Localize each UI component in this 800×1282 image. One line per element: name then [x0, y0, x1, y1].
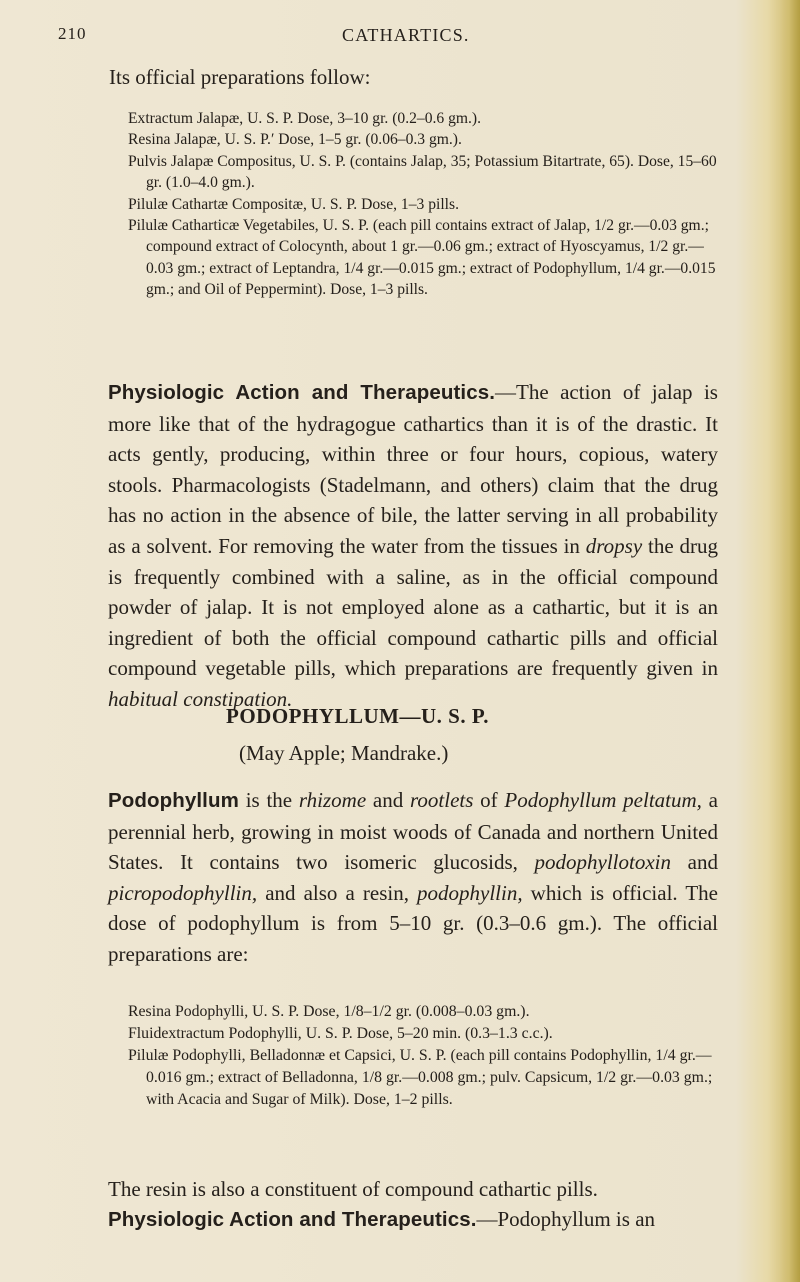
podophyllum-preparations-list	[128, 1001, 720, 1111]
page-edge-shadow	[780, 0, 800, 1282]
glucosid-1-term: podophyllotoxin	[534, 850, 672, 875]
podophyllum-text-3: of	[473, 788, 505, 812]
podophyllum-heading: Podophyllum	[108, 789, 239, 812]
page-content	[58, 0, 744, 1282]
closing-line-2: —Podophyllum is an	[476, 1207, 656, 1231]
jalap-prep-4: Pilulæ Cathartæ Compositæ, U. S. P. Dose, 1–3 pills.	[128, 195, 459, 213]
closing-paragraph	[108, 1174, 728, 1235]
physiologic-action-heading: Physiologic Action and Therapeutics.	[108, 381, 496, 404]
podophyllum-prep-1: Resina Podophylli, U. S. P. Dose, 1/8–1/2 gr. (0.008–0.03 gm.).	[128, 1003, 530, 1020]
podophyllum-description-paragraph	[108, 785, 718, 970]
closing-line-1: The resin is also a constituent of compound cathartic pills.	[108, 1177, 598, 1201]
podophyllum-text-2: and	[366, 788, 411, 812]
podophyllum-section-title: PODOPHYLLUM—U. S. P.	[226, 704, 489, 728]
jalap-therapeutics-paragraph	[108, 377, 718, 715]
habitual-constipation-term: habitual constipation.	[108, 686, 293, 711]
podophyllum-prep-3: Pilulæ Podophylli, Belladonnæ et Capsici, U. S. P. (each pill contains Podophyllin, 1/4 gr.—0.016 gm.; extract of Belladonna, 1/8 gr.—0.008 gm.; pulv. Capsicum, 1/2 gr.—0.03 gm.; with Acacia and Sugar of Milk). Dose, 1–2 pills.	[128, 1047, 713, 1108]
podophyllum-prep-2: Fluidextractum Podophylli, U. S. P. Dose, 5–20 min. (0.3–1.3 c.c.).	[128, 1025, 553, 1042]
rhizome-term: rhizome	[298, 788, 367, 812]
jalap-prep-3: Pulvis Jalapæ Compositus, U. S. P. (contains Jalap, 35; Potassium Bitartrate, 65). Dose, 15–60 gr. (1.0–4.0 gm.).	[128, 152, 717, 192]
official-preparations-lead: Its official preparations follow:	[109, 65, 371, 89]
page-number: 210	[58, 24, 87, 43]
jalap-text-part-1: —The action of jalap is more like that of the hydragogue cathartics than it is of the drastic. It acts gently, producing, within three or four hours, copious, watery stools. Pharmacologists (Stadelmann, and others) claim that the drug has no action in the absence of bile, the latter serving in all probability as a solvent. For removing the water from the tissues in	[108, 380, 718, 558]
jalap-text-part-2: the drug is frequently combined with a saline, as in the official compound powder of jalap. It is not employed alone as a cathartic, but it is an ingredient of both the official compound cathartic pills and official compound vegetable pills, which preparations are frequently given in	[108, 533, 718, 681]
running-head: CATHARTICS.	[342, 25, 470, 45]
jalap-prep-5: Pilulæ Catharticæ Vegetabiles, U. S. P. (each pill contains extract of Jalap, 1/2 gr.—0.03 gm.; compound extract of Colocynth, about 1 gr.—0.06 gm.; extract of Hyoscyamus, 1/2 gr.—0.03 gm.; extract of Leptandra, 1/4 gr.—0.015 gm.; extract of Podophyllum, 1/4 gr.—0.015 gm.; and Oil of Peppermint). Dose, 1–3 pills.	[128, 217, 716, 299]
podophyllum-text-5: and	[671, 850, 718, 875]
podophyllum-text-4: a perennial herb, growing in moist woods of Canada and northern United States. It contains two isomeric glucosids,	[108, 788, 718, 875]
closing-physiologic-heading: Physiologic Action and Therapeutics.	[108, 1208, 477, 1231]
jalap-prep-1: Extractum Jalapæ, U. S. P. Dose, 3–10 gr. (0.2–0.6 gm.).	[128, 110, 481, 127]
jalap-prep-2: Resina Jalapæ, U. S. P.′ Dose, 1–5 gr. (0.06–0.3 gm.).	[128, 131, 462, 149]
resin-term: podophyllin,	[417, 880, 523, 905]
glucosid-2-term: picropodophyllin,	[108, 880, 258, 905]
species-term: Podophyllum peltatum,	[504, 788, 702, 812]
podophyllum-text-6: and also a resin,	[257, 880, 418, 905]
jalap-preparations-list	[128, 108, 720, 301]
dropsy-term: dropsy	[585, 533, 643, 558]
rootlets-term: rootlets	[410, 788, 474, 812]
podophyllum-section-subtitle: (May Apple; Mandrake.)	[239, 741, 449, 765]
podophyllum-text-7: which is official. The dose of podophyllum is from 5–10 gr. (0.3–0.6 gm.). The official preparations are:	[108, 880, 718, 966]
podophyllum-text-1: is the	[238, 788, 299, 812]
